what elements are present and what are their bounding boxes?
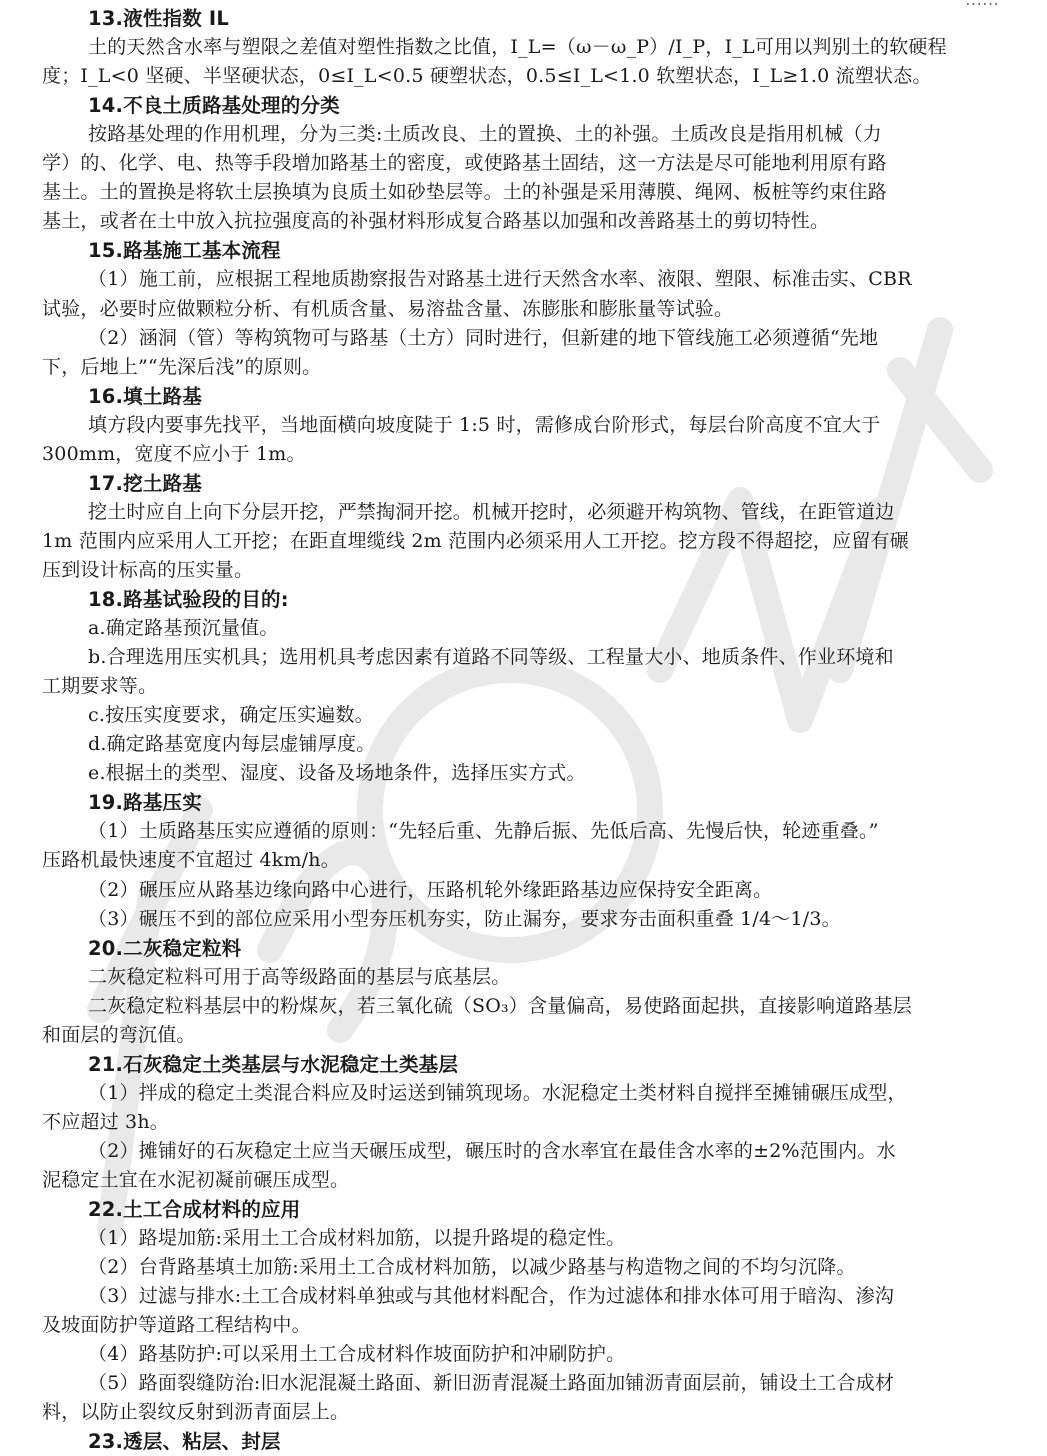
section-heading: 17.挖土路基: [88, 471, 202, 495]
body-text-line: 度；I_L<0 坚硬、半坚硬状态，0≤I_L<0.5 硬塑状态，0.5≤I_L<1.0 软塑状态，I_L≥1.0 流塑状态。: [42, 65, 932, 88]
body-text-line: （5）路面裂缝防治:旧水泥混凝土路面、新旧沥青混凝土路面加铺沥青面层前，铺设土工合成材: [88, 1372, 895, 1395]
body-text-line: 料，以防止裂纹反射到沥青面层上。: [42, 1401, 350, 1424]
body-text-line: （2）摊铺好的石灰稳定土应当天碾压成型，碾压时的含水率宜在最佳含水率的±2%范围内。水: [88, 1139, 896, 1162]
body-text-line: 学）的、化学、电、热等手段增加路基土的密度，或使路基土固结，这一方法是尽可能地利用原有路: [42, 152, 887, 175]
body-text-line: 二灰稳定粒料可用于高等级路面的基层与底基层。: [88, 965, 511, 988]
section-heading: 21.石灰稳定土类基层与水泥稳定土类基层: [88, 1052, 459, 1076]
body-text-line: 压到设计标高的压实量。: [42, 558, 254, 581]
section-heading: 18.路基试验段的目的:: [88, 588, 289, 611]
body-text-line: e.根据土的类型、湿度、设备及场地条件，选择压实方式。: [88, 762, 586, 785]
body-text-line: b.合理选用压实机具；选用机具考虑因素有道路不同等级、工程量大小、地质条件、作业环境和: [88, 646, 894, 669]
body-text-line: 填方段内要事先找平，当地面横向坡度陡于 1:5 时，需修成台阶形式，每层台阶高度不宜大于: [88, 413, 881, 436]
body-text-line: 基土，或者在土中放入抗拉强度高的补强材料形成复合路基以加强和改善路基土的剪切特性。: [42, 210, 830, 233]
body-text-line: 二灰稳定粒料基层中的粉煤灰，若三氧化硫（SO₃）含量偏高，易使路面起拱，直接影响道路基层: [88, 994, 913, 1017]
body-text-line: 挖土时应自上向下分层开挖，严禁掏洞开挖。机械开挖时，必须避开构筑物、管线，在距管道边: [88, 500, 895, 523]
section-heading: 16.填土路基: [88, 384, 202, 408]
section-heading: 15.路基施工基本流程: [88, 239, 281, 263]
body-text-line: （2）碾压应从路基边缘向路中心进行，压路机轮外缘距路基边应保持安全距离。: [88, 878, 773, 901]
body-text-line: （1）拌成的稳定土类混合料应及时运送到铺筑现场。水泥稳定土类材料自搅拌至摊铺碾压成型，: [88, 1081, 907, 1104]
body-text-line: 压路机最快速度不宜超过 4km/h。: [42, 849, 340, 872]
section-heading: 13.液性指数 IL: [88, 7, 230, 30]
body-text-line: 土的天然含水率与塑限之差值对塑性指数之比值，I_L=（ω－ω_P）/I_P，I_L可用以判别土的软硬程: [88, 36, 947, 59]
body-text-line: （3）碾压不到的部位应采用小型夯压机夯实，防止漏夯，要求夯击面积重叠 1/4～1/3。: [88, 907, 841, 930]
body-text-line: 泥稳定土宜在水泥初凝前碾压成型。: [42, 1169, 350, 1191]
header-corner-text: ……: [965, 0, 999, 10]
body-text-line: 按路基处理的作用机理，分为三类:土质改良、土的置换、土的补强。土质改良是指用机械（力: [88, 123, 882, 146]
body-text-line: 试验，必要时应做颗粒分析、有机质含量、易溶盐含量、冻膨胀和膨胀量等试验。: [42, 297, 734, 320]
section-heading: 19.路基压实: [88, 791, 202, 815]
body-text-line: （4）路基防护:可以采用土工合成材料作坡面防护和冲刷防护。: [88, 1343, 626, 1366]
body-text-line: 不应超过 3h。: [42, 1110, 169, 1133]
body-text-line: 和面层的弯沉值。: [42, 1023, 196, 1046]
body-text-line: （3）过滤与排水:土工合成材料单独或与其他材料配合，作为过滤体和排水体可用于暗沟、渗沟: [88, 1285, 895, 1308]
body-text-line: （1）土质路基压实应遵循的原则：“先轻后重、先静后振、先低后高、先慢后快，轮迹重叠。”: [88, 820, 879, 843]
body-text-line: d.确定路基宽度内每层虚铺厚度。: [88, 733, 376, 756]
body-text-line: 1m 范围内应采用人工开挖；在距直埋缆线 2m 范围内必须采用人工开挖。挖方段不得超挖，应留有碾: [42, 529, 909, 552]
body-text-line: 基土。土的置换是将软土层换填为良质土如砂垫层等。土的补强是采用薄膜、绳网、板桩等约束住路: [42, 181, 887, 204]
body-text-line: 及坡面防护等道路工程结构中。: [42, 1314, 311, 1337]
body-text-line: （1）路堤加筋:采用土工合成材料加筋，以提升路堤的稳定性。: [88, 1227, 626, 1250]
body-text-line: c.按压实度要求，确定压实遍数。: [88, 704, 374, 727]
body-text-line: 下，后地上”“先深后浅”的原则。: [42, 355, 322, 378]
section-heading: 14.不良土质路基处理的分类: [88, 94, 340, 118]
body-text-line: a.确定路基预沉量值。: [88, 617, 279, 640]
section-heading: 23.透层、粘层、封层: [88, 1430, 281, 1454]
body-text-line: （1）施工前，应根据工程地质勘察报告对路基土进行天然含水率、液限、塑限、标准击实、CBR: [88, 268, 912, 291]
section-heading: 22.土工合成材料的应用: [88, 1198, 301, 1222]
body-text-line: 工期要求等。: [42, 675, 158, 698]
body-text-line: （2）台背路基填土加筋:采用土工合成材料加筋，以减少路基与构造物之间的不均匀沉降。: [88, 1256, 856, 1279]
body-text-line: 300mm，宽度不应小于 1m。: [42, 442, 306, 465]
body-text-line: （2）涵洞（管）等构筑物可与路基（土方）同时进行，但新建的地下管线施工必须遵循“先地: [88, 326, 879, 349]
section-heading: 20.二灰稳定粒料: [88, 936, 242, 960]
